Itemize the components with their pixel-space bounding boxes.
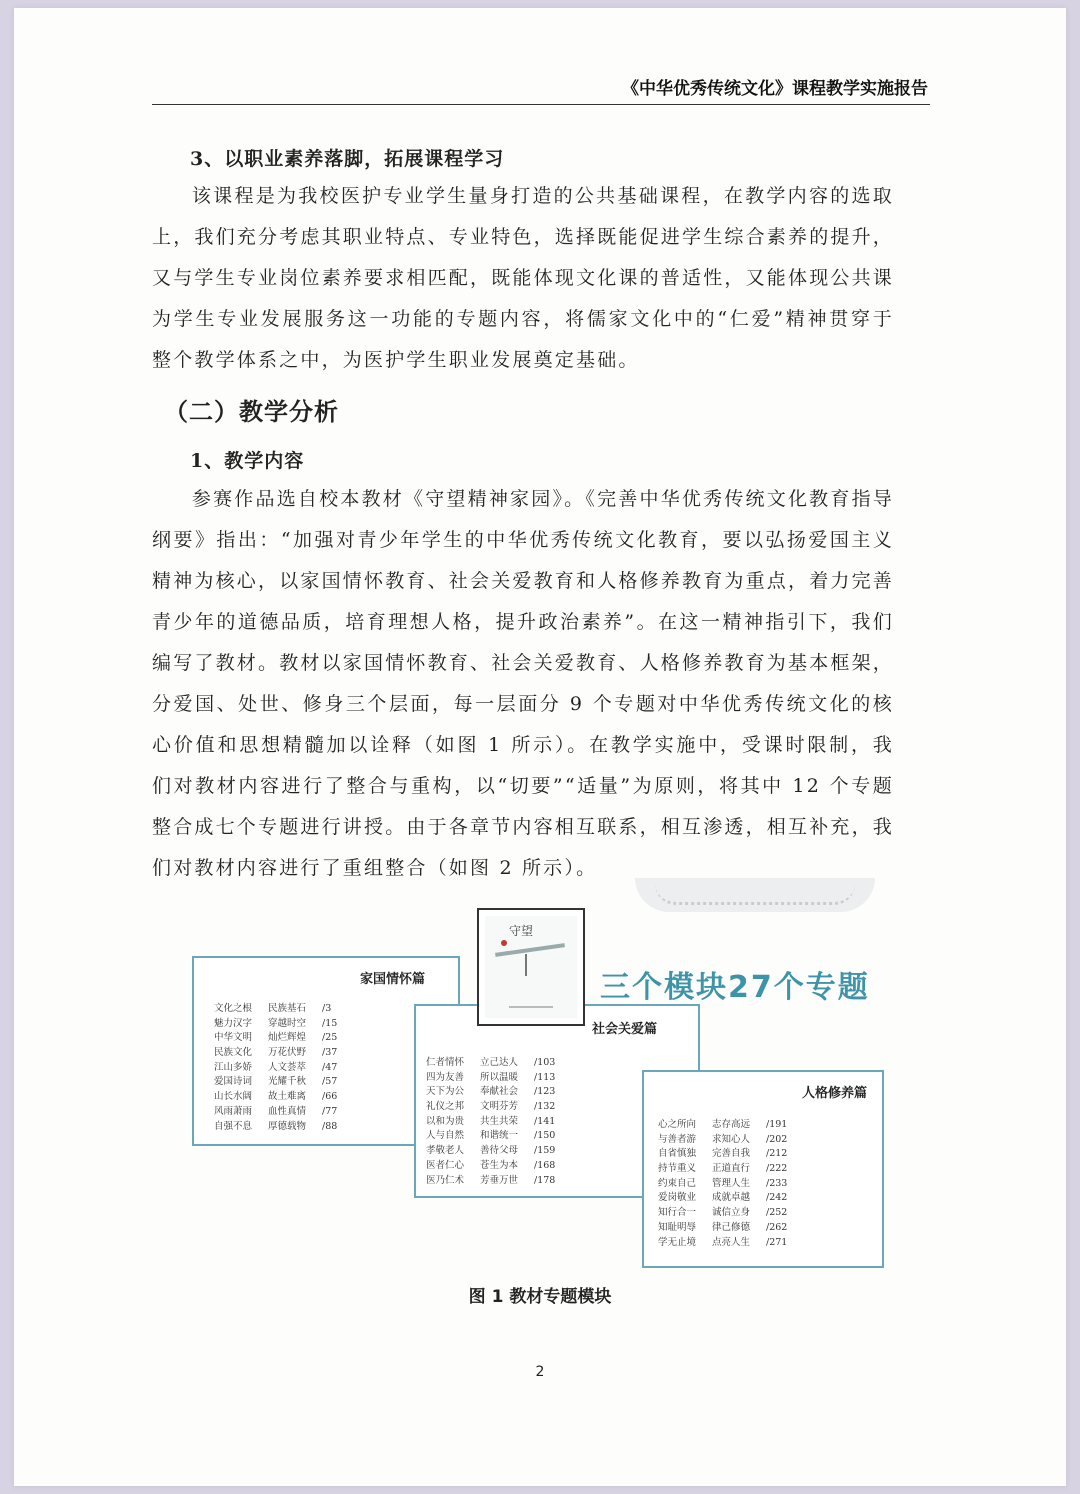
header-rule [152, 104, 930, 105]
figure-banner: 三个模块27个专题 [600, 970, 870, 1005]
topic-row: 风雨萧雨 血性真情 /77 [214, 1105, 338, 1117]
module-title: 家国情怀篇 [360, 972, 426, 987]
cloud-ornament [635, 878, 875, 912]
topic-row: 知行合一 诚信立身 /252 [658, 1207, 788, 1219]
topic-list [426, 1056, 568, 1188]
topic-row: 礼仪之邦 文明芬芳 /132 [426, 1101, 556, 1113]
sub-heading-teaching-content: 1、教学内容 [190, 450, 305, 472]
topic-row: 民族文化 万花伏野 /37 [214, 1047, 338, 1059]
topic-row: 人与自然 和谐统一 /150 [426, 1130, 556, 1142]
section-3-paragraph: 该课程是为我校医护专业学生量身打造的公共基础课程，在教学内容的选取上，我们充分考虑其职业特点、专业特色，选择既能促进学生综合素养的提升，又与学生专业岗位素养要求相匹配，既能体现文化课的普适性，又能体现公共课为学生专业发展服务这一功能的专题内容，将儒家文化中的“仁爱”精神贯穿于整个教学体系之中，为医护学生职业发展奠定基础。 [152, 185, 895, 371]
topic-row: 爱国诗词 光耀千秋 /57 [214, 1076, 338, 1088]
module-box-personality [642, 1070, 884, 1268]
figure-caption: 图 1 教材专题模块 [468, 1287, 612, 1307]
section-heading-analysis: （二）教学分析 [164, 397, 339, 426]
topic-row: 自强不息 厚德载物 /88 [214, 1120, 338, 1132]
page-number: 2 [535, 1364, 545, 1380]
topic-row: 仁者情怀 立己达人 /103 [426, 1057, 556, 1068]
topic-row: 自省慎独 完善自我 /212 [658, 1148, 788, 1160]
topic-row: 心之所向 志存高远 /191 [658, 1119, 788, 1130]
topic-row: 爱岗敬业 成就卓越 /242 [658, 1192, 788, 1204]
topic-row: 中华文明 灿烂辉煌 /25 [214, 1032, 338, 1044]
section-heading-3: 3、以职业素养落脚，拓展课程学习 [190, 148, 505, 170]
cover-title: 守望 [509, 924, 534, 938]
topic-row: 四为友善 所以温暖 /113 [426, 1071, 556, 1083]
topic-row: 医者仁心 苍生为本 /168 [426, 1159, 556, 1171]
module-title: 社会关爱篇 [592, 1022, 658, 1037]
topic-row: 文化之根 民族基石 /3 [214, 1003, 332, 1014]
topic-row: 医乃仁术 芳垂万世 /178 [426, 1174, 556, 1186]
module-title: 人格修养篇 [802, 1086, 868, 1101]
topic-row: 天下为公 奉献社会 /123 [426, 1086, 556, 1098]
cover-red-dot [501, 940, 507, 946]
topic-row: 学无止境 点亮人生 /271 [658, 1236, 788, 1248]
topic-row: 约束自己 管理人生 /233 [658, 1177, 788, 1189]
header-title: 《中华优秀传统文化》课程教学实施报告 [622, 79, 928, 99]
teaching-content-paragraph: 参赛作品选自校本教材《守望精神家园》。《完善中华优秀传统文化教育指导纲要》指出：“加强对青少年学生的中华优秀传统文化教育，要以弘扬爱国主义精神为核心，以家国情怀教育、社会关爱教育和人格修养教育为重点，着力完善青少年的道德品质，培育理想人格，提升政治素养”。在这一精神指引下，我们编写了教材。教材以家国情怀教育、社会关爱教育、人格修养教育为基本框架，分爱国、处世、修身三个层面，每一层面分 9 个专题对中华优秀传统文化的核心价值和思想精髓加以诠释（如图 1 所示）。在教学实施中，受课时限制，我们对教材内容进行了整合与重构，以“切要”“适量”为原则，将其中 12 个专题整合成七个专题进行讲授。由于各章节内容相互联系，相互渗透，相互补充，我们对教材内容进行了重组整合（如图 2 所示）。 [152, 488, 895, 879]
topic-row: 江山多娇 人文荟萃 /47 [214, 1061, 338, 1073]
topic-row: 以和为贵 共生共荣 /141 [426, 1115, 556, 1127]
topic-row: 与善者游 求知心人 /202 [658, 1133, 788, 1145]
topic-row: 魅力汉字 穿越时空 /15 [214, 1017, 338, 1029]
topic-row: 山长水阔 故土难离 /66 [214, 1091, 338, 1103]
topic-row: 孝敬老人 善待父母 /159 [426, 1145, 556, 1157]
textbook-cover-image [477, 908, 585, 1026]
topic-row: 知耻明辱 律己修德 /262 [658, 1221, 788, 1233]
topic-list [658, 1118, 800, 1250]
figure-1 [170, 878, 890, 1278]
topic-row: 持节重义 正道直行 /222 [658, 1163, 788, 1175]
topic-list [214, 1002, 356, 1134]
